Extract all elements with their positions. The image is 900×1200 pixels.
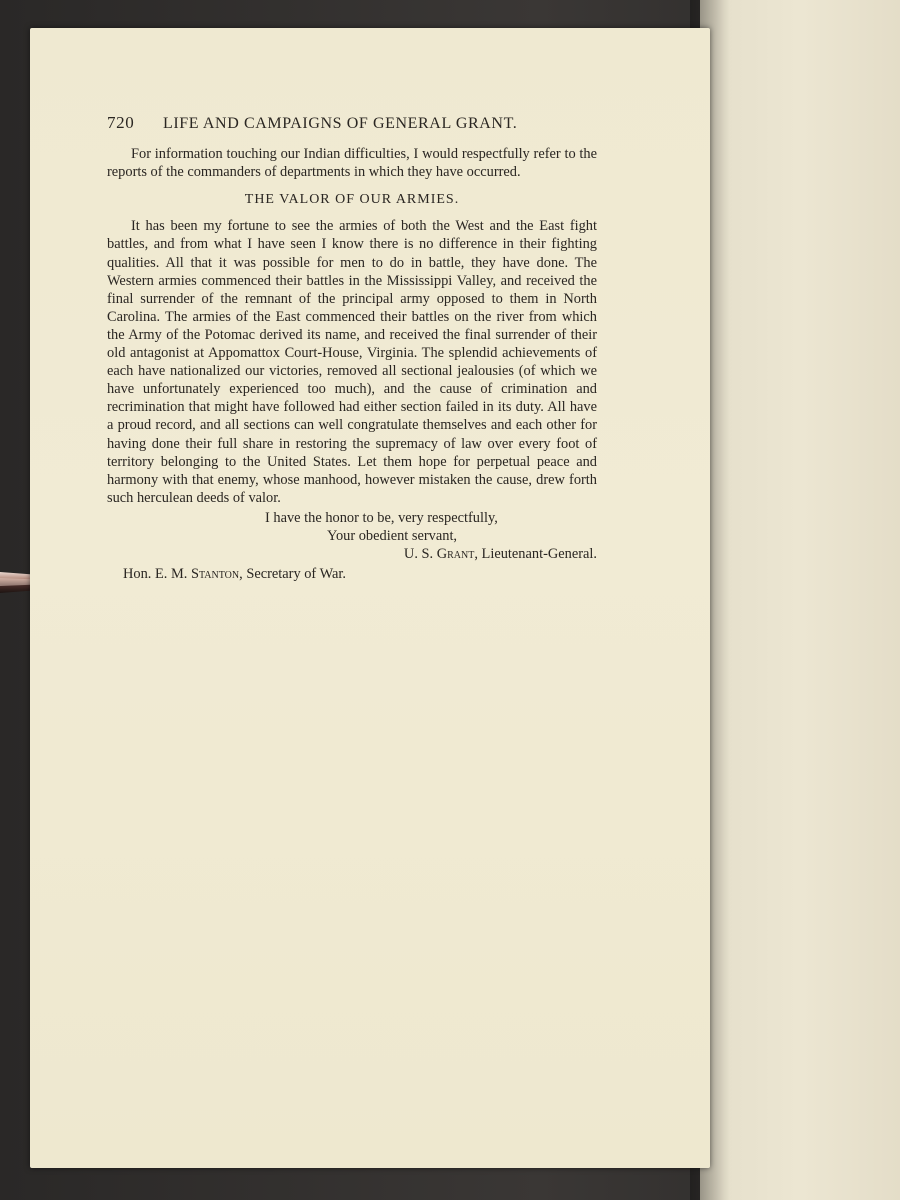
addressee-line: [107, 565, 597, 583]
page-text: [107, 114, 597, 583]
signature-name: U. S. Grant,: [403, 546, 478, 563]
running-head: [107, 114, 597, 133]
addressee-name: Stanton,: [190, 566, 243, 583]
signature-title: Lieutenant-General.: [481, 546, 597, 563]
running-head-title: LIFE AND CAMPAIGNS OF GENERAL GRANT.: [163, 115, 518, 132]
signature-line: [107, 545, 597, 563]
page-number: 720: [107, 113, 135, 132]
intro-paragraph: For information touching our Indian difficulties, I would respectfully refer to the reports of the commanders of departments in which they have occurred.: [107, 146, 597, 181]
main-paragraph: It has been my fortune to see the armies of both the West and the East fight battles, and from what I have seen I know there is no difference in their fighting qualities. All that it was possible for men to do in battle, they have done. The Western armies commenced their battles in the Mississippi Valley, and received the final surrender of the remnant of the principal army opposed to them in North Carolina. The armies of the East commenced their battles on the river from which the Army of the Potomac derived its name, and received the final surrender of their old antagonist at Appomattox Court-House, Virginia. The splendid achievements of each have nationalized our victories, removed all sectional jealousies (of which we have unfortunately experienced too much), and the cause of crimination and recrimination that might have followed had either section failed in its duty. All have a proud record, and all sections can well congratulate themselves and each other for having done their full share in restoring the supremacy of law over every foot of territory belonging to the United States. Let them hope for perpetual peace and harmony with that enemy, whose manhood, however mistaken the cause, drew forth such herculean deeds of valor.: [107, 218, 597, 506]
closing-block: [107, 509, 597, 563]
addressee-title: Secretary of War.: [246, 566, 346, 583]
section-heading: THE VALOR OF OUR ARMIES.: [244, 192, 460, 208]
facing-page: [700, 0, 900, 1200]
addressee-prefix: Hon. E. M.: [123, 566, 188, 583]
closing-line-respectfully: I have the honor to be, very respectfully,: [265, 509, 498, 526]
closing-line-servant: Your obedient servant,: [327, 527, 458, 544]
